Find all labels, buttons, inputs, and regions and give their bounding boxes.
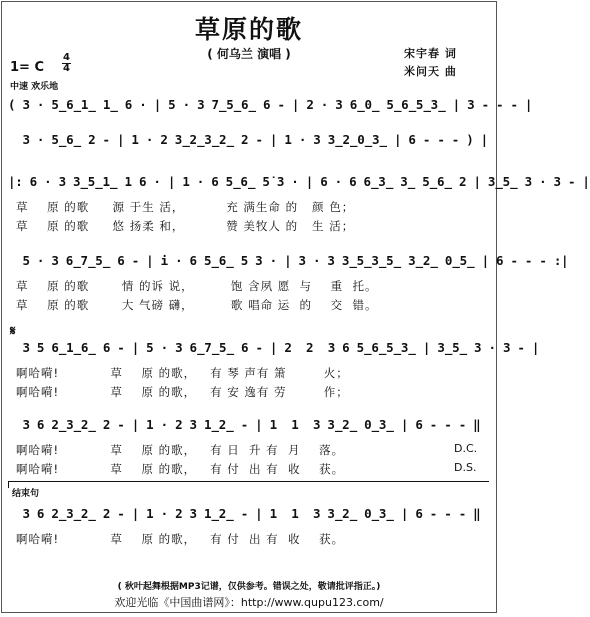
lyric-line: 啊哈嗬! 草 原 的歌， 有 付 出 有 收 获。 (16, 462, 345, 476)
time-signature-top: 4 (63, 52, 70, 63)
lyric-line: 草 原 的歌 情 的诉 说， 饱 含夙 愿 与 重 托。 (16, 279, 378, 293)
ending-label: 结束句 (12, 489, 40, 499)
song-title: 草原的歌 (194, 15, 303, 44)
composer-credit: 米问天 曲 (404, 65, 457, 78)
notation-row: |: 6 · 3 3̲5̲1̲ 1 6 · | 1 · 6 5̲6̲ 5̇ 3 · | 6 · 6 6̲3̲ 3̲ 5̲6̲ 2 | 3̲5̲ 3 · 3 - | (8, 174, 590, 189)
tempo-marking: 中速 欢乐地 (10, 82, 59, 92)
lyric-line: 啊哈嗬! 草 原 的歌， 有 付 出 有 收 获。 (16, 532, 345, 546)
time-signature (62, 53, 71, 74)
notation-row: 5 · 3 6̲7̲5̲ 6 - | i · 6 5̲6̲ 5 3 · | 3 · 3 3̲5̲3̲5̲ 3̲2̲ 0̲5̲ | 6 - - - :| (8, 253, 569, 268)
lyric-line: 啊哈嗬! 草 原 的歌， 有 安 逸有 劳 作； (16, 385, 349, 399)
score-page (1, 1, 590, 613)
ds-mark: D.S. (454, 461, 477, 474)
notation-row: 3 · 5̲6̲ 2 - | 1 · 2 3̲2̲3̲2̲ 2 - | 1 · 3 3̲2̲0̲3̲ | 6 - - - ) | (8, 132, 488, 147)
lyric-line: 草 原 的歌 大 气磅 礴， 歌 唱命 运 的 交 错。 (16, 298, 378, 312)
site-footer: 欢迎光临《中国曲谱网》：http://www.qupu123.com/ (114, 596, 384, 609)
performer-subtitle: ( 何乌兰 演唱 ) (207, 47, 291, 61)
time-signature-bottom: 4 (63, 63, 70, 74)
segno-mark: 𝄋 (10, 324, 16, 339)
notation-row: ( 3 · 5̲6̲1̲ 1̲ 6 · | 5 · 3 7̲5̲6̲ 6 - | 2 · 3 6̲0̲ 5̲6̲5̲3̲ | 3 - - - | (8, 97, 533, 112)
lyricist-credit: 宋宇春 词 (404, 47, 457, 60)
notation-row: 3 5 6̲1̲6̲ 6 - | 5 · 3 6̲7̲5̲ 6 - | 2 2 3 6 5̲6̲5̲3̲ | 3̲5̲ 3 · 3 - | (8, 340, 540, 355)
key-signature: 1= C (10, 60, 45, 75)
lyric-line: 啊哈嗬! 草 原 的歌， 有 琴 声有 箫 火； (16, 366, 349, 380)
lyric-line: 啊哈嗬! 草 原 的歌， 有 日 升 有 月 落。 (16, 443, 345, 457)
lyric-line: 草 原 的歌 源 于生 活， 充 满生命 的 颜 色； (16, 200, 355, 214)
ending-bracket (8, 481, 489, 488)
transcription-note: ( 秋叶起舞根据MP3记谱，仅供参考。错误之处，敬请批评指正。) (117, 582, 381, 592)
notation-row: 3 6 2̲3̲2̲ 2 - | 1 · 2 3 1̲2̲ - | 1 1 3 3̲2̲ 0̲3̲ | 6 - - - ‖ (8, 506, 481, 521)
notation-row: 3 6 2̲3̲2̲ 2 - | 1 · 2 3 1̲2̲ - | 1 1 3 3̲2̲ 0̲3̲ | 6 - - - ‖ (8, 417, 481, 432)
lyric-line: 草 原 的歌 悠 扬柔 和， 赞 美牧人 的 生 活； (16, 219, 355, 233)
dc-mark: D.C. (454, 442, 478, 455)
